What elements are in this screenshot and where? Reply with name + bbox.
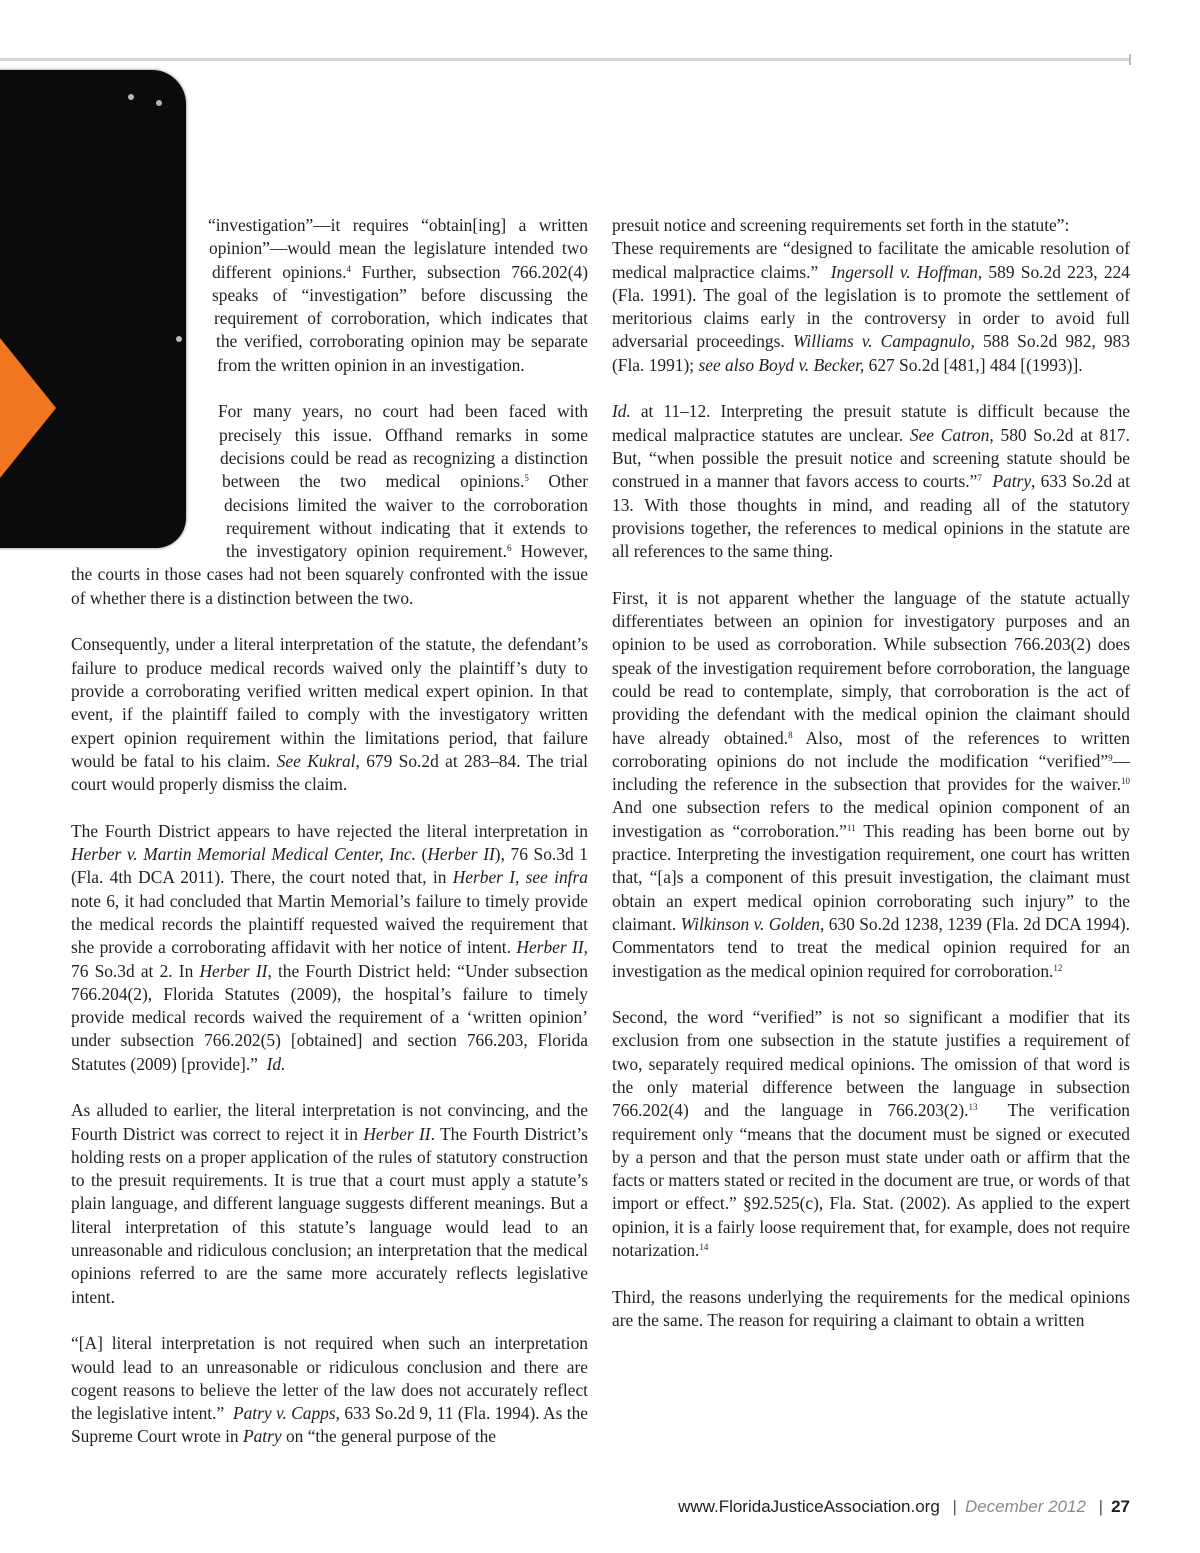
footnote-ref: 6 <box>506 543 512 554</box>
text-line: decisions could be read as recognizing a distinction <box>220 447 588 468</box>
footnote-ref: 10 <box>1121 776 1130 787</box>
wrapped-paragraph-2 <box>218 400 588 563</box>
page-footer <box>678 1497 1130 1521</box>
text-line: precisely this issue. Offhand remarks in some <box>219 424 588 445</box>
footnote-ref: 5 <box>524 473 529 484</box>
paragraph: Id. at 11–12. Interpreting the presuit statute is difficult because the medical malpractice statutes are unclear. See Catron, 580 So.2d at 817. But, “when possible the presuit notice and screening statute should be construed in a manner that favors access to courts.”$^7$ Patry, 633 So.2d at 13. With those thoughts in mind, and reading all of the statutory provisions together, the references to medical opinions in the statute are all references to the same thing. <box>612 401 1130 562</box>
footnote-ref: 12 <box>1053 962 1063 973</box>
text-line: decisions limited the waiver to the corroboration <box>224 494 588 515</box>
paragraph: Second, the word “verified” is not so significant a modifier that its exclusion from one subsection in the statute justifies a requirement of two, separately required medical opinions. The omission of that word is the only material difference between the language in subsection 766.202(4) and the language in 766.203(2).$^{13}$ The verification requirement only “means that the document must be signed or executed by a person and that the person must state under oath or affirm that the facts or matters stated or recited in the document are true, or words of that import or effect.” §92.525(c), Fla. Stat. (2002). As applied to the expert opinion, it is a fairly loose requirement that, for example, does not require notarization.$^{14}$ <box>612 1007 1130 1261</box>
footnote-ref: 11 <box>846 822 856 833</box>
footer-date: December 2012 <box>964 1497 1086 1516</box>
text-line: requirement of corroboration, which indicates that <box>214 308 588 329</box>
text-line: requirement without indicating that it extends to <box>226 517 588 538</box>
bolt-icon <box>128 94 134 100</box>
header-rule <box>0 58 1130 61</box>
text-line: the investigatory opinion requirement.$^6$ However, <box>226 541 588 562</box>
wrapped-paragraph-1 <box>208 214 588 377</box>
bolt-icon <box>156 100 162 106</box>
text-line: from the written opinion in an investigation. <box>217 354 525 375</box>
footer-separator: | <box>952 1497 957 1516</box>
text-line: speaks of “investigation” before discussing the <box>212 284 588 305</box>
paragraph: “[A] literal interpretation is not required when such an interpretation would lead to an unreasonable or ridiculous conclusion and there are cogent reasons to believe the letter of the law does not accurately reflect the legislative intent.” Patry v. Capps, 633 So.2d 9, 11 (Fla. 1994). As the Supreme Court wrote in Patry on “the general purpose of the <box>71 1333 588 1447</box>
text-line: opinion”—would mean the legislature intended two <box>209 238 588 259</box>
page-number: 27 <box>1111 1497 1130 1516</box>
arrow-icon <box>0 288 56 528</box>
left-column <box>71 214 588 1449</box>
paragraph: First, it is not apparent whether the language of the statute actually differentiates between an opinion for investigatory purposes and an opinion to be used as corroboration. While subsection 766.203(2) does speak of the investigation requirement before corroboration, the language could be read to contemplate, simply, that corroboration is the act of providing the defendant with the medical opinion the claimant should have already obtained.$^8$ Also, most of the references to written corroborating opinions do not include the modification “verified”$^9$—including the reference in the subsection that provides for the waiver.$^{10}$ And one subsection refers to the medical opinion component of an investigation as “corroboration.”$^{11}$ This reading has been borne out by practice. Interpreting the investigation requirement, one court has written that, “[a]s a component of this presuit investigation, the claimant must obtain an expert medical opinion corroborating such injury” to the claimant. Wilkinson v. Golden, 630 So.2d 1238, 1239 (Fla. 2d DCA 1994). Commentators tend to treat the medical opinion required for an investigation as the medical opinion required for corroboration.$^{12}$ <box>612 587 1130 981</box>
right-column <box>612 214 1130 1332</box>
header-rule-cap <box>1129 54 1131 65</box>
footnote-ref: 9 <box>1108 752 1113 763</box>
paragraph: As alluded to earlier, the literal interpretation is not convincing, and the Fourth District was correct to reject it in Herber II. The Fourth District’s holding rests on a proper application of the rules of statutory construction to the presuit requirements. It is true that a court must apply a statute’s plain language, and different language suggests different meanings. But a literal interpretation of this statute’s language would lead to an unreasonable and ridiculous conclusion; an interpretation that the medical opinions referred to are the same more accurately reflects legislative intent. <box>71 1100 588 1307</box>
text-line: between the two medical opinions.$^5$ Other <box>222 471 588 492</box>
footer-url[interactable]: www.FloridaJusticeAssociation.org <box>678 1497 940 1516</box>
paragraph: The Fourth District appears to have rejected the literal interpretation in Herber v. Martin Memorial Medical Center, Inc. (Herber II), 76 So.3d 1 (Fla. 4th DCA 2011). There, the court noted that, in Herber I, see infra note 6, it had concluded that Martin Memorial’s failure to timely provide the medical records the plaintiff requested waived the requirement that she provide a corroborating affidavit with her notice of intent. Herber II, 76 So.3d at 2. In Herber II, the Fourth District held: “Under subsection 766.204(2), Florida Statutes (2009), the hospital’s failure to timely provide medical records waived the requirement of a ‘written opinion’ under subsection 766.202(5) [obtained] and section 766.203, Florida Statutes (2009) [provide].” Id. <box>71 820 588 1074</box>
footnote-ref: 14 <box>699 1242 709 1253</box>
footnote-ref: 4 <box>346 263 351 274</box>
text-line: “investigation”—it requires “obtain[ing] a written <box>208 215 588 235</box>
footnote-ref: 13 <box>968 1102 978 1113</box>
footer-separator: | <box>1098 1497 1104 1516</box>
text-line: For many years, no court had been faced with <box>218 401 588 422</box>
paragraph: presuit notice and screening requirements set forth in the statute”: <box>612 215 1070 235</box>
paragraph: the courts in those cases had not been squarely confronted with the issue of whether there is a distinction between the two. <box>71 564 588 608</box>
footnote-ref: 8 <box>788 729 793 740</box>
paragraph: Third, the reasons underlying the requirements for the medical opinions are the same. The reason for requiring a claimant to obtain a written <box>612 1286 1130 1330</box>
paragraph: Consequently, under a literal interpretation of the statute, the defendant’s failure to produce medical records waived only the plaintiff’s duty to provide a corroborating verified written medical expert opinion. In that event, if the plaintiff failed to comply with the investigatory written expert opinion requirement within the limitations period, that failure would be fatal to his claim. See Kukral, 679 So.2d at 283–84. The trial court would properly dismiss the claim. <box>71 634 588 795</box>
text-line: the verified, corroborating opinion may be separate <box>216 331 588 352</box>
text-line: different opinions.$^4$ Further, subsection 766.202(4) <box>212 261 588 282</box>
footnote-ref: 7 <box>977 473 982 484</box>
block-quote: These requirements are “designed to facilitate the amicable resolution of medical malpractice claims.” Ingersoll v. Hoffman, 589 So.2d 223, 224 (Fla. 1991). The goal of the legislation is to promote the settlement of meritorious claims early in the controversy in order to avoid full adversarial proceedings. Williams v. Campagnulo, 588 So.2d 982, 983 (Fla. 1991); see also Boyd v. Becker, 627 So.2d [481,] 484 [(1993)]. <box>612 238 1130 375</box>
